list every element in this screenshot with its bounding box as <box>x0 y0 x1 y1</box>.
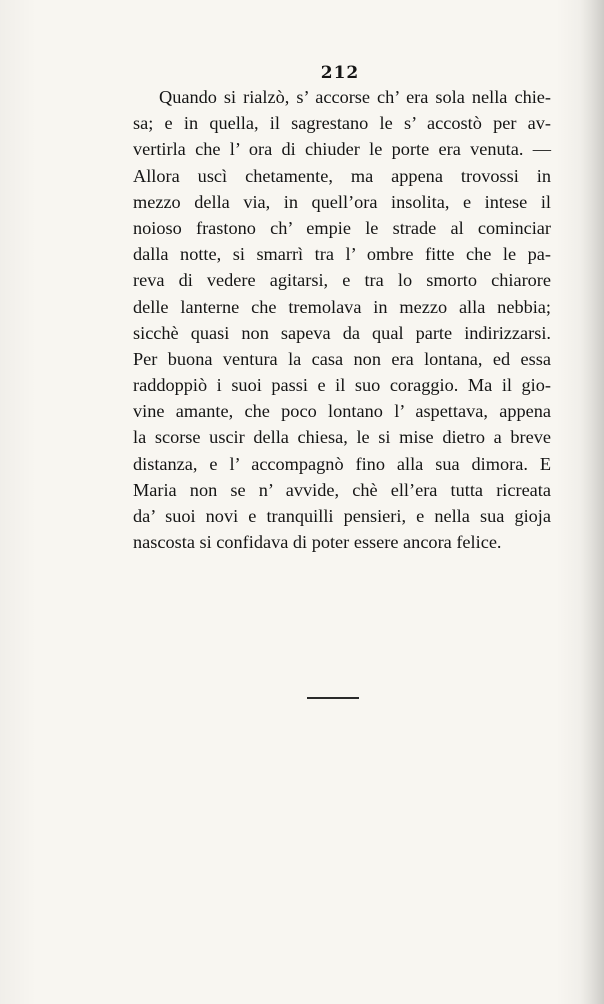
body-text <box>133 84 551 555</box>
text-line: dalla notte, si smarrì tra l’ ombre fitte che le pa- <box>133 244 551 265</box>
text-line: noioso frastono ch’ empie le strade al cominciar <box>133 217 551 238</box>
section-divider-rule <box>307 697 359 699</box>
text-line: da’ suoi novi e tranquilli pensieri, e nella sua gioja <box>133 506 551 526</box>
text-line: raddoppiò i suoi passi e il suo coraggio. Ma il gio- <box>133 375 551 396</box>
text-line: Per buona ventura la casa non era lontana, ed essa <box>133 348 551 369</box>
page-edge-shadow <box>580 0 604 1004</box>
text-line: delle lanterne che tremolava in mezzo alla nebbia; <box>133 296 551 317</box>
text-line: Allora uscì chetamente, ma appena trovossi in <box>133 165 551 186</box>
text-line: vertirla che l’ ora di chiuder le porte era venuta. — <box>133 139 551 160</box>
text-line: Maria non se n’ avvide, chè ell’era tutta ricreata <box>133 479 551 500</box>
text-line: sa; e in quella, il sagrestano le s’ accostò per av- <box>133 113 551 134</box>
text-line: reva di vedere agitarsi, e tra lo smorto chiarore <box>133 270 551 291</box>
text-line: mezzo della via, in quell’ora insolita, e intese il <box>133 191 551 212</box>
text-line: distanza, e l’ accompagnò fino alla sua dimora. E <box>133 453 551 474</box>
text-line: nascosta si confidava di poter essere ancora felice. <box>133 532 502 553</box>
text-line: vine amante, che poco lontano l’ aspettava, appena <box>133 401 551 422</box>
page-number: 212 <box>320 63 360 83</box>
text-line: sicchè quasi non sapeva da qual parte indirizzarsi. <box>133 322 551 343</box>
text-line: Quando si rialzò, s’ accorse ch’ era sola nella chie- <box>159 87 551 107</box>
text-line: la scorse uscir della chiesa, le si mise dietro a breve <box>133 427 551 448</box>
